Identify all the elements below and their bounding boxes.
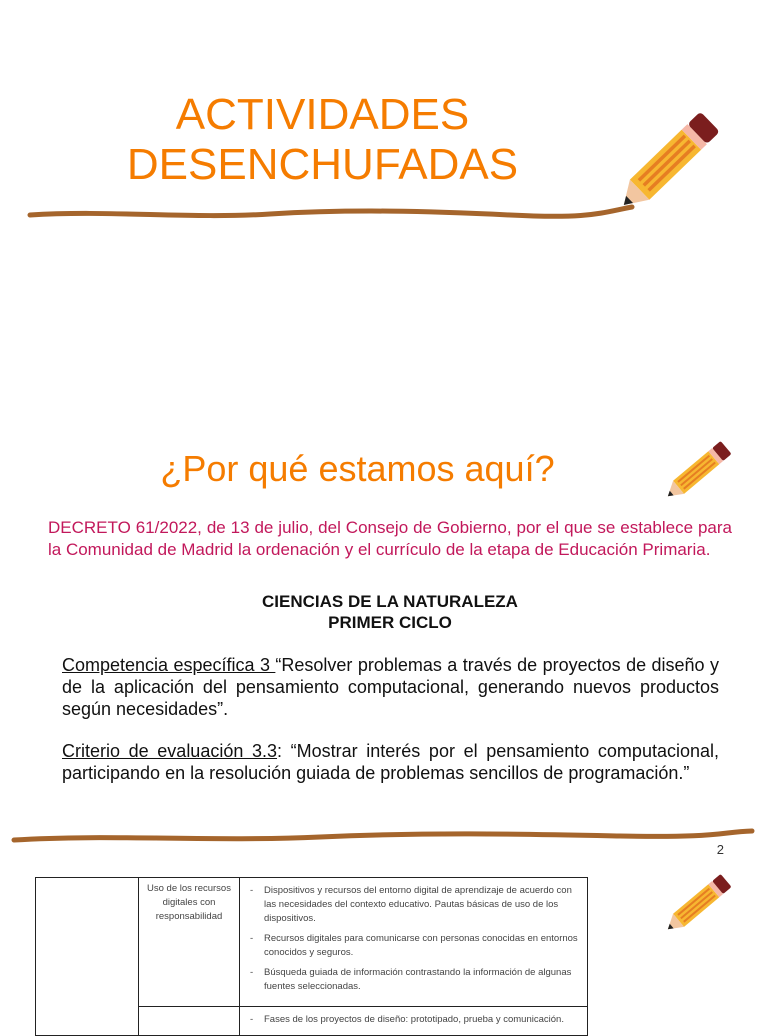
list-item: - Búsqueda guiada de información contrastando la información de algunas fuentes seleccionadas. [246, 966, 581, 994]
list-item: - Recursos digitales para comunicarse con personas conocidas en entornos conocidos y seguros. [246, 932, 581, 960]
criterio-label: Criterio de evaluación 3.3 [62, 741, 278, 761]
slide-title [0, 0, 768, 400]
title-line-2: DESENCHUFADAS [126, 140, 519, 189]
wavy-divider [0, 820, 768, 850]
curriculum-table [35, 877, 588, 1036]
slide-decreto [0, 400, 768, 858]
table-cell-list [240, 1007, 588, 1036]
competencia-text: “Resolver problemas a través de proyectos de diseño y de la aplicación del pensamiento computacional, generando nuevos productos según necesidades”. [62, 655, 719, 719]
slide-title-heading [0, 90, 645, 190]
subject-line-2: PRIMER CICLO [328, 613, 452, 632]
table-cell-list [240, 878, 588, 1007]
decreto-text: DECRETO 61/2022, de 13 de julio, del Consejo de Gobierno, por el que se establece para la Comunidad de Madrid la ordenación y el currículo de la etapa de Educación Primaria. [48, 518, 732, 559]
slide-heading: ¿Por qué estamos aquí? [160, 448, 555, 489]
subject-heading [0, 591, 768, 633]
row-label: Uso de los recursos digitales con responsabilidad [139, 878, 240, 1007]
criterio-text: : “Mostrar interés por el pensamiento computacional, participando en la resolución guiada de problemas sencillos de programación.” [62, 741, 719, 783]
pencil-icon [620, 100, 735, 210]
title-line-1: ACTIVIDADES [175, 90, 470, 139]
subject-line-1: CIENCIAS DE LA NATURALEZA [262, 592, 518, 611]
list-item: - Fases de los proyectos de diseño: prototipado, prueba y comunicación. [246, 1013, 581, 1027]
competencia-paragraph [62, 654, 719, 720]
slide-curriculum-table [0, 858, 768, 1024]
row-label-empty [139, 1007, 240, 1036]
competencia-label: Competencia específica 3 [62, 655, 276, 675]
pencil-icon [665, 868, 740, 933]
pencil-icon [665, 435, 740, 500]
page-number: 2 [716, 842, 724, 857]
list-item: - Dispositivos y recursos del entorno digital de aprendizaje de acuerdo con las necesidades del contexto educativo. Pautas básicas de uso de los dispositivos. [246, 884, 581, 926]
criterio-paragraph [62, 740, 719, 784]
table-cell-empty [36, 878, 139, 1036]
table-row [36, 878, 588, 1007]
